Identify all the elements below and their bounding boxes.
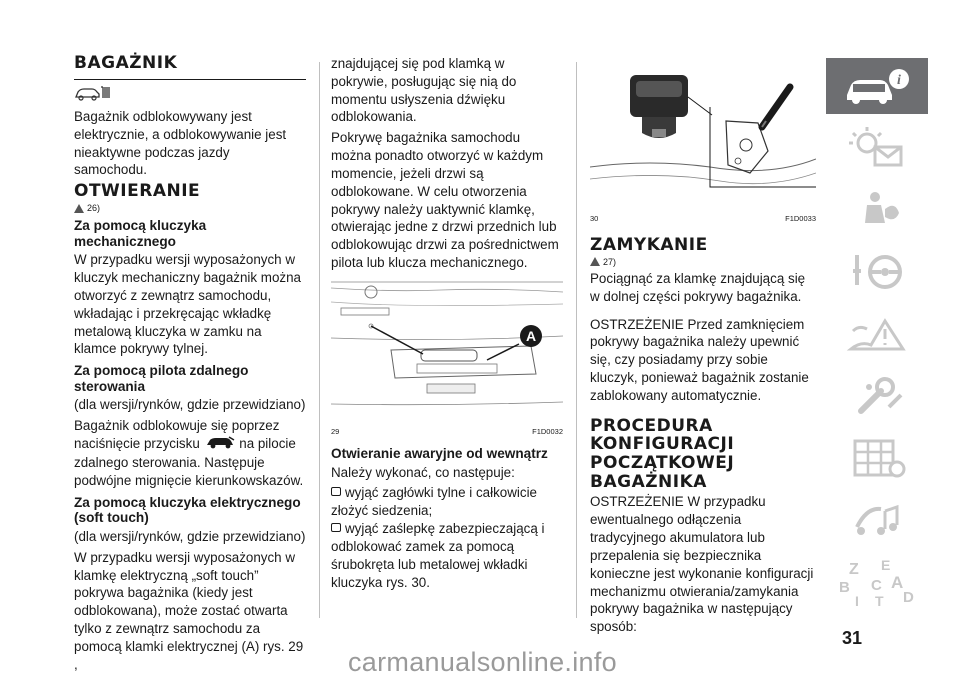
remote-text: Bagażnik odblokowuje się poprzez naciśnięcie przycisku na pilocie zdalnego sterowania. Następuje podwójne mignięcie kierunkowskazów. bbox=[74, 418, 304, 488]
figure-29-code: F1D0032 bbox=[532, 426, 563, 436]
trunk-button-icon bbox=[204, 435, 236, 454]
tailgate-handle-illustration bbox=[331, 278, 563, 420]
remote-note: (dla wersji/rynków, gdzie przewidziano) bbox=[74, 397, 306, 413]
figure-29-number: 29 bbox=[331, 426, 340, 436]
figure-30-caption bbox=[590, 214, 816, 223]
svg-text:D: D bbox=[903, 589, 914, 606]
index-letters-icon[interactable] bbox=[826, 554, 928, 610]
svg-text:E: E bbox=[881, 557, 891, 573]
section-title-closing: ZAMYKANIE bbox=[590, 235, 708, 255]
svg-text:B: B bbox=[839, 579, 850, 596]
chapter-sidebar bbox=[826, 58, 928, 616]
closing-warning: OSTRZEŻENIE Przed zamknięciem pokrywy bagażnika należy upewnić się, czy posiadamy przy sobie kluczyk, ponieważ bagażnik zostanie zablokowany automatycznie. bbox=[590, 316, 809, 403]
figure-30 bbox=[590, 55, 816, 223]
figure-30-number: 30 bbox=[590, 214, 599, 223]
subtitle-emergency-opening: Otwieranie awaryjne od wewnątrz bbox=[331, 445, 548, 461]
warning-ref-27: 27) bbox=[590, 257, 816, 267]
page-number: 31 bbox=[842, 628, 863, 648]
svg-text:Z: Z bbox=[849, 561, 859, 578]
closing-text: Pociągnąć za klamkę znajdującą się w dolnej części pokrywy bagażnika. bbox=[590, 270, 806, 304]
emergency-intro: Należy wykonać, co następuje: bbox=[331, 464, 515, 480]
section-title-opening: OTWIERANIE bbox=[74, 181, 201, 202]
figure-30-code: F1D0033 bbox=[785, 214, 816, 223]
soft-touch-text: W przypadku wersji wyposażonych w klamkę elektryczną „soft touch” pokrywa bagażnika (kiedy jest odblokowana), może zostać otwarta tylko z zewnątrz samochodu za pomocą klamki elektrycznej (A) rys. 29 , bbox=[74, 549, 304, 672]
svg-text:i: i bbox=[897, 73, 901, 88]
subtitle-remote: Za pomocą pilota zdalnego sterowania bbox=[74, 363, 249, 394]
section-title-configuration: PROCEDURA KONFIGURACJI POCZĄTKOWEJ BAGAŻNIKA bbox=[590, 415, 735, 492]
warning-triangle-icon bbox=[590, 257, 600, 266]
column-separator-2 bbox=[576, 62, 577, 618]
wrench-maintenance-icon[interactable] bbox=[826, 368, 928, 424]
steering-wheel-icon[interactable] bbox=[826, 244, 928, 300]
svg-text:C: C bbox=[871, 577, 882, 594]
bullet-square-icon bbox=[331, 523, 341, 532]
bullet-item: wyjąć zaślepkę zabezpieczającą i odblokować zamek za pomocą śrubokręta lub metalowej wkładki kluczyka rys. 30. bbox=[331, 521, 545, 590]
col2-text-2: Pokrywę bagażnika samochodu można ponadto otworzyć w każdym momencie, jeżeli drzwi są odblokowane. W celu otworzenia pokrywy należy uaktywnić klamkę, otwierając jedne z drzwi przednich lub odblokowując drzwi za pośrednictwem pilota lub klucza mechanicznego. bbox=[331, 130, 559, 271]
car-info-icon[interactable] bbox=[826, 58, 928, 114]
figure-29 bbox=[331, 278, 563, 436]
intro-text: Bagażnik odblokowywany jest elektrycznie, a odblokowywanie jest nieaktywne podczas jazdy samochodu. bbox=[74, 108, 287, 178]
callout-a: A bbox=[525, 327, 537, 344]
warning-triangle-icon bbox=[74, 204, 84, 213]
soft-touch-note: (dla wersji/rynków, gdzie przewidziano) bbox=[74, 528, 306, 544]
specs-grid-icon[interactable] bbox=[826, 430, 928, 486]
column-3 bbox=[590, 55, 816, 639]
col2-text-1: znajdującej się pod klamką w pokrywie, posługując się nią do momentu usłyszenia dźwięku odblokowania. bbox=[331, 56, 517, 125]
lock-mechanism-illustration bbox=[590, 55, 816, 207]
bullet-square-icon bbox=[331, 487, 341, 496]
column-1 bbox=[74, 55, 306, 677]
column-separator-1 bbox=[319, 62, 320, 618]
warning-ref-26: 26) bbox=[74, 203, 306, 213]
figure-29-caption bbox=[331, 427, 563, 436]
svg-text:T: T bbox=[875, 593, 884, 608]
dashboard-lights-icon[interactable] bbox=[826, 120, 928, 176]
multimedia-icon[interactable] bbox=[826, 492, 928, 548]
electric-car-icon bbox=[74, 84, 306, 107]
subtitle-mechanical-key: Za pomocą kluczyka mechanicznego bbox=[74, 218, 207, 249]
subtitle-soft-touch: Za pomocą kluczyka elektrycznego (soft touch) bbox=[74, 494, 301, 526]
column-2 bbox=[331, 55, 563, 591]
svg-text:A: A bbox=[891, 573, 904, 592]
airbag-safety-icon[interactable] bbox=[826, 182, 928, 238]
bullet-item: wyjąć zagłówki tylne i całkowicie złożyć siedzenia; bbox=[331, 485, 538, 519]
warning-road-icon[interactable] bbox=[826, 306, 928, 362]
mechanical-key-text: W przypadku wersji wyposażonych w kluczyk mechaniczny bagażnik można otworzyć z zewnątrz samochodu, wkładając i przekręcając wkładkę metalową kluczyka w zamku na klamce pokrywy tylnej. bbox=[74, 252, 302, 357]
watermark: carmanualsonline.info bbox=[348, 647, 617, 677]
page-title: BAGAŻNIK bbox=[74, 55, 306, 80]
configuration-text: OSTRZEŻENIE W przypadku ewentualnego odłączenia tradycyjnego akumulatora lub przepalenia się bezpiecznika konieczne jest wykonanie konfiguracji mechanizmu otwierania/zamykania pokrywy bagażnika w następujący sposób: bbox=[590, 494, 814, 635]
svg-text:I: I bbox=[855, 593, 859, 608]
